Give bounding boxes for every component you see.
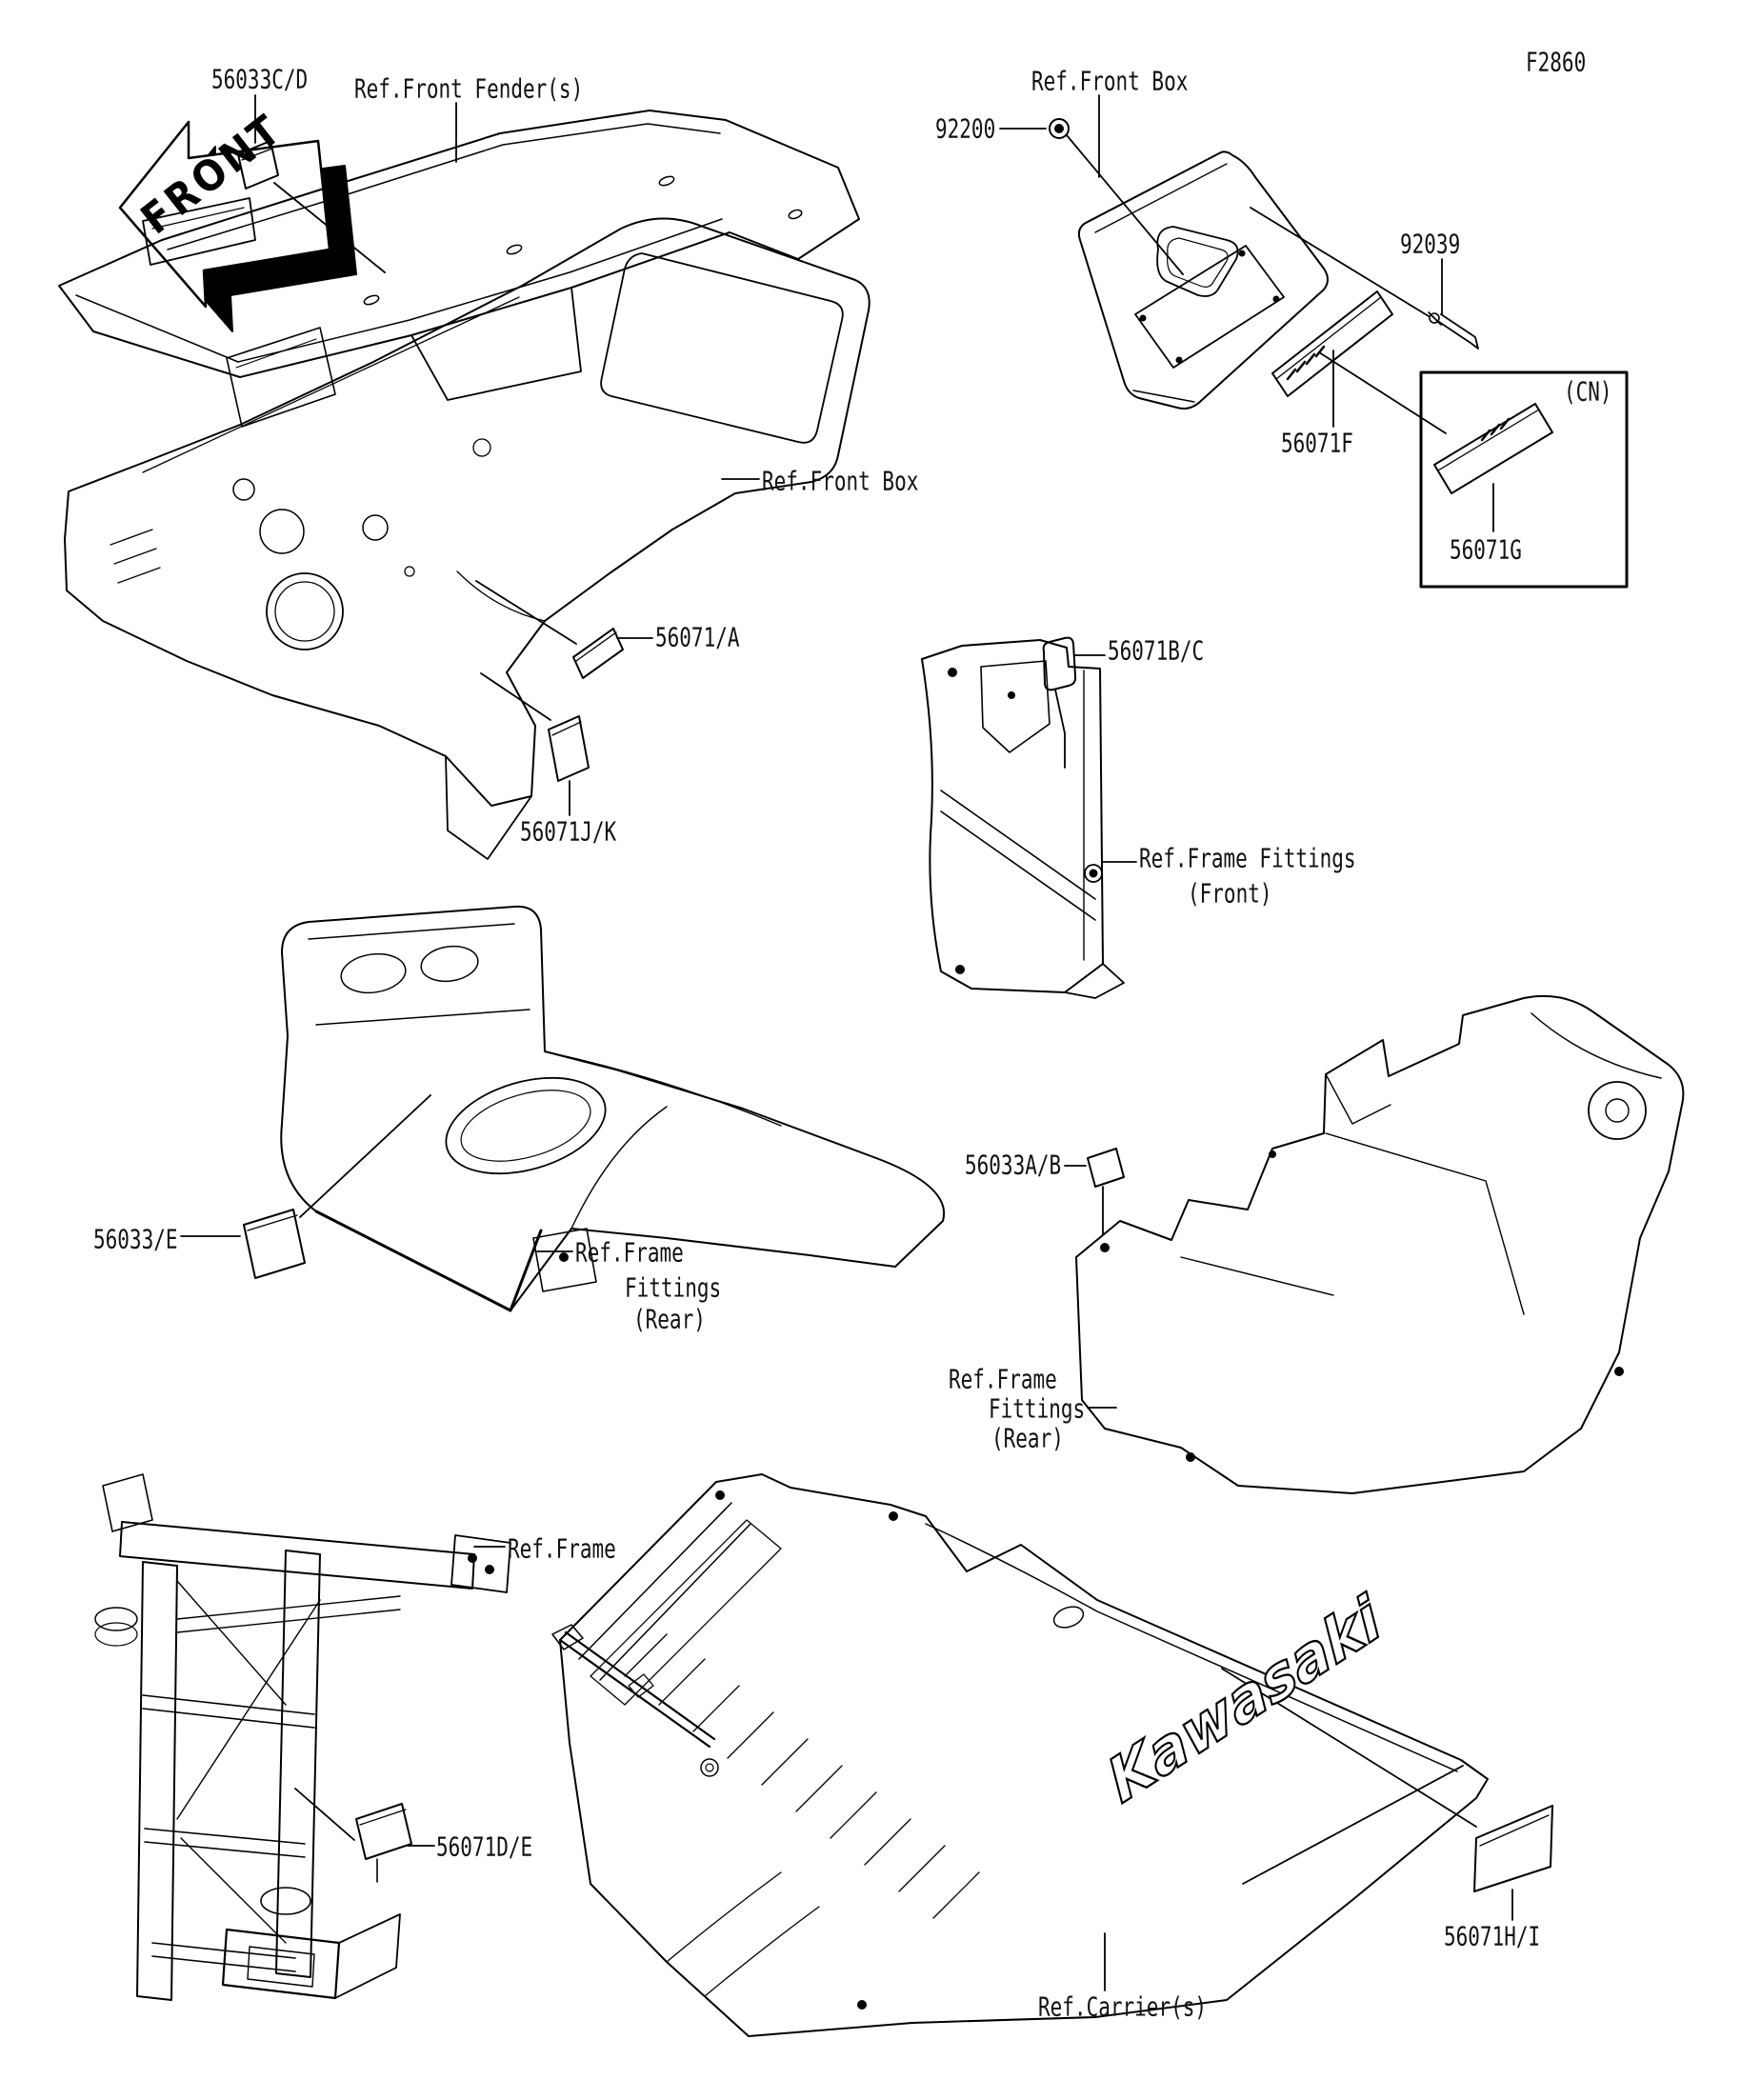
- callout-frame-fittings-front-line1: Ref.Frame Fittings: [1139, 843, 1356, 874]
- callout-ref-frame: Ref.Frame: [508, 1533, 616, 1565]
- carrier-bed-drawing: [552, 1474, 1488, 2036]
- callout-92039: 92039: [1400, 229, 1461, 260]
- callout-ref-front-box-mid: Ref.Front Box: [762, 466, 919, 497]
- decal-56071f: [1272, 291, 1392, 396]
- callout-56033cd: 56033C/D: [211, 64, 309, 95]
- front-arrow-label: FRONT: [132, 104, 292, 245]
- decal-56033e: [244, 1095, 430, 1278]
- kawasaki-logo: Kawasaki: [1097, 1582, 1391, 1817]
- figure-code: F2860: [1526, 47, 1587, 78]
- callout-56071g: 56071G: [1450, 534, 1522, 566]
- callout-ref-carriers: Ref.Carrier(s): [1038, 1991, 1208, 2023]
- callout-56071de: 56071D/E: [436, 1831, 533, 1863]
- frame-drawing: [95, 1474, 510, 2000]
- callout-rear-right-line3: (Rear): [991, 1423, 1064, 1454]
- frame-fittings-front-drawing: [922, 640, 1124, 998]
- callout-56071a: 56071/A: [655, 622, 740, 653]
- callout-56071f: 56071F: [1281, 428, 1353, 459]
- callout-rear-left-line1: Ref.Frame: [575, 1237, 684, 1269]
- washer-icon: [1050, 119, 1069, 138]
- callout-92200: 92200: [935, 113, 996, 145]
- front-box-lid-drawing: [1079, 151, 1328, 409]
- callout-56071hi: 56071H/I: [1444, 1921, 1541, 1952]
- callout-56071bc: 56071B/C: [1108, 635, 1205, 667]
- callout-rear-right-line2: Fittings: [989, 1393, 1086, 1425]
- callout-rear-left-line3: (Rear): [633, 1304, 706, 1335]
- callout-56033ab: 56033A/B: [965, 1150, 1062, 1181]
- callout-frame-fittings-front-line2: (Front): [1188, 878, 1272, 910]
- callout-rear-left-line2: Fittings: [625, 1272, 722, 1304]
- callout-cn-tag: (CN): [1564, 376, 1612, 408]
- callout-56071jk: 56071J/K: [520, 816, 617, 848]
- callout-56033e: 56033/E: [93, 1224, 178, 1255]
- rivet-icon: [1429, 312, 1478, 349]
- frame-fittings-rear-right-drawing: [1076, 996, 1683, 1493]
- callout-ref-front-fenders: Ref.Front Fender(s): [354, 73, 584, 105]
- callout-rear-right-line1: Ref.Frame: [949, 1364, 1057, 1395]
- front-box-panel-drawing: [65, 218, 870, 859]
- callout-ref-front-box-top: Ref.Front Box: [1031, 66, 1189, 97]
- decal-56071a: [476, 581, 623, 678]
